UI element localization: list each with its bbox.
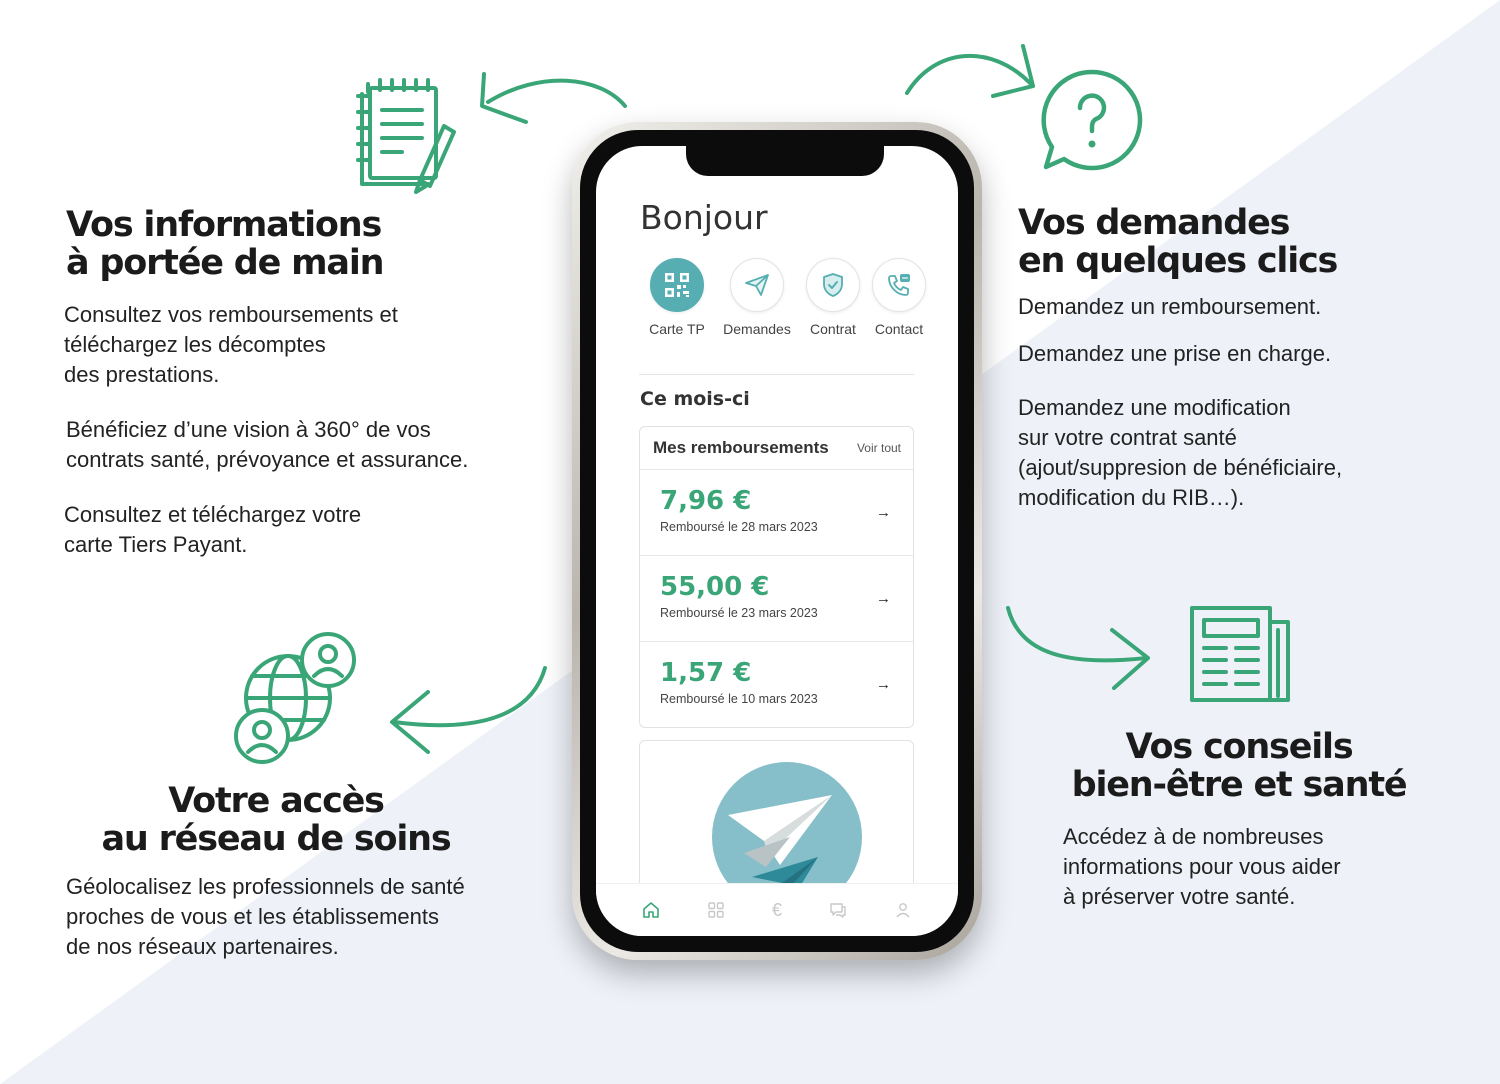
qr-code-icon <box>663 271 691 299</box>
phone-chat-icon <box>886 272 912 298</box>
feature-infos-text-1: Consultez vos remboursements et téléchargez les décomptes des prestations. <box>64 302 398 387</box>
reimbursement-date: Remboursé le 28 mars 2023 <box>660 520 818 534</box>
user-icon[interactable] <box>894 901 912 919</box>
see-all-link[interactable]: Voir tout <box>856 441 901 455</box>
globe-doctors-icon <box>228 630 363 765</box>
phone-notch <box>686 146 884 176</box>
greeting-title: Bonjour <box>640 198 768 237</box>
feature-conseils-title: Vos conseils bien-être et santé <box>1071 727 1407 805</box>
feature-infos-title: Vos informations à portée de main <box>66 205 384 283</box>
bottom-tab-bar <box>596 883 958 936</box>
arrow-right-icon: → <box>876 676 891 693</box>
feature-demandes <box>1018 204 1488 513</box>
reimbursement-date: Remboursé le 10 mars 2023 <box>660 692 818 706</box>
phone-mockup <box>572 122 982 960</box>
reimbursement-amount: 1,57 € <box>660 658 752 688</box>
phone-screen <box>596 146 958 936</box>
quick-action-label: Contact <box>874 321 924 337</box>
feature-infos-text-3: Consultez et téléchargez votre carte Tiers Payant. <box>64 502 362 557</box>
feature-infos-text-2: Bénéficiez d’une vision à 360° de vos contrats santé, prévoyance et assurance. <box>66 417 469 472</box>
feature-demandes-text-1: Demandez un remboursement. <box>1018 294 1322 319</box>
feature-conseils-text: Accédez à de nombreuses informations pour vous aider à préserver votre santé. <box>1063 824 1341 909</box>
document-pencil-icon <box>348 74 463 196</box>
phone-bezel <box>580 130 974 952</box>
grid-icon[interactable] <box>707 901 725 919</box>
arrow-right-icon: → <box>876 590 891 607</box>
quick-action-label: Contrat <box>810 321 856 337</box>
feature-reseau <box>66 782 546 962</box>
quick-action-carte-tp[interactable] <box>632 258 722 337</box>
reimbursement-row[interactable] <box>640 642 913 727</box>
paper-plane-icon <box>744 272 770 298</box>
arrow-to-conseils <box>1000 600 1160 695</box>
feature-demandes-text-2: Demandez une prise en charge. <box>1018 341 1332 366</box>
reimbursement-amount: 7,96 € <box>660 486 752 516</box>
card-title: Mes remboursements <box>653 438 829 457</box>
newspaper-icon <box>1186 602 1296 712</box>
arrow-to-reseau <box>380 660 555 760</box>
chat-icon[interactable] <box>829 901 847 919</box>
feature-reseau-text: Géolocalisez les professionnels de santé proches de vous et les établissements de nos réseaux partenaires. <box>66 874 465 959</box>
feature-demandes-text-3: Demandez une modification sur votre contrat santé (ajout/suppresion de bénéficiaire, modification du RIB…). <box>1018 395 1343 510</box>
quick-action-contact[interactable] <box>854 258 944 337</box>
section-title: Ce mois-ci <box>640 388 750 410</box>
reimbursement-amount: 55,00 € <box>660 572 770 602</box>
arrow-right-icon: → <box>876 504 891 521</box>
feature-conseils <box>1058 728 1478 912</box>
quick-action-label: Carte TP <box>649 321 705 337</box>
question-bubble-icon <box>1036 64 1148 176</box>
feature-reseau-title: Votre accès au réseau de soins <box>101 781 451 859</box>
quick-action-label: Demandes <box>723 321 791 337</box>
reimbursement-date: Remboursé le 23 mars 2023 <box>660 606 818 620</box>
home-icon[interactable] <box>642 901 660 919</box>
shield-check-icon <box>820 272 846 298</box>
feature-demandes-title: Vos demandes en quelques clics <box>1018 203 1338 281</box>
feature-infos <box>66 206 546 560</box>
reimbursement-row[interactable] <box>640 470 913 556</box>
arrow-to-demandes <box>895 38 1045 108</box>
reimbursements-card <box>639 426 914 728</box>
euro-icon[interactable]: € <box>771 899 782 920</box>
divider <box>639 374 914 375</box>
card-header <box>640 427 913 470</box>
reimbursement-row[interactable] <box>640 556 913 642</box>
